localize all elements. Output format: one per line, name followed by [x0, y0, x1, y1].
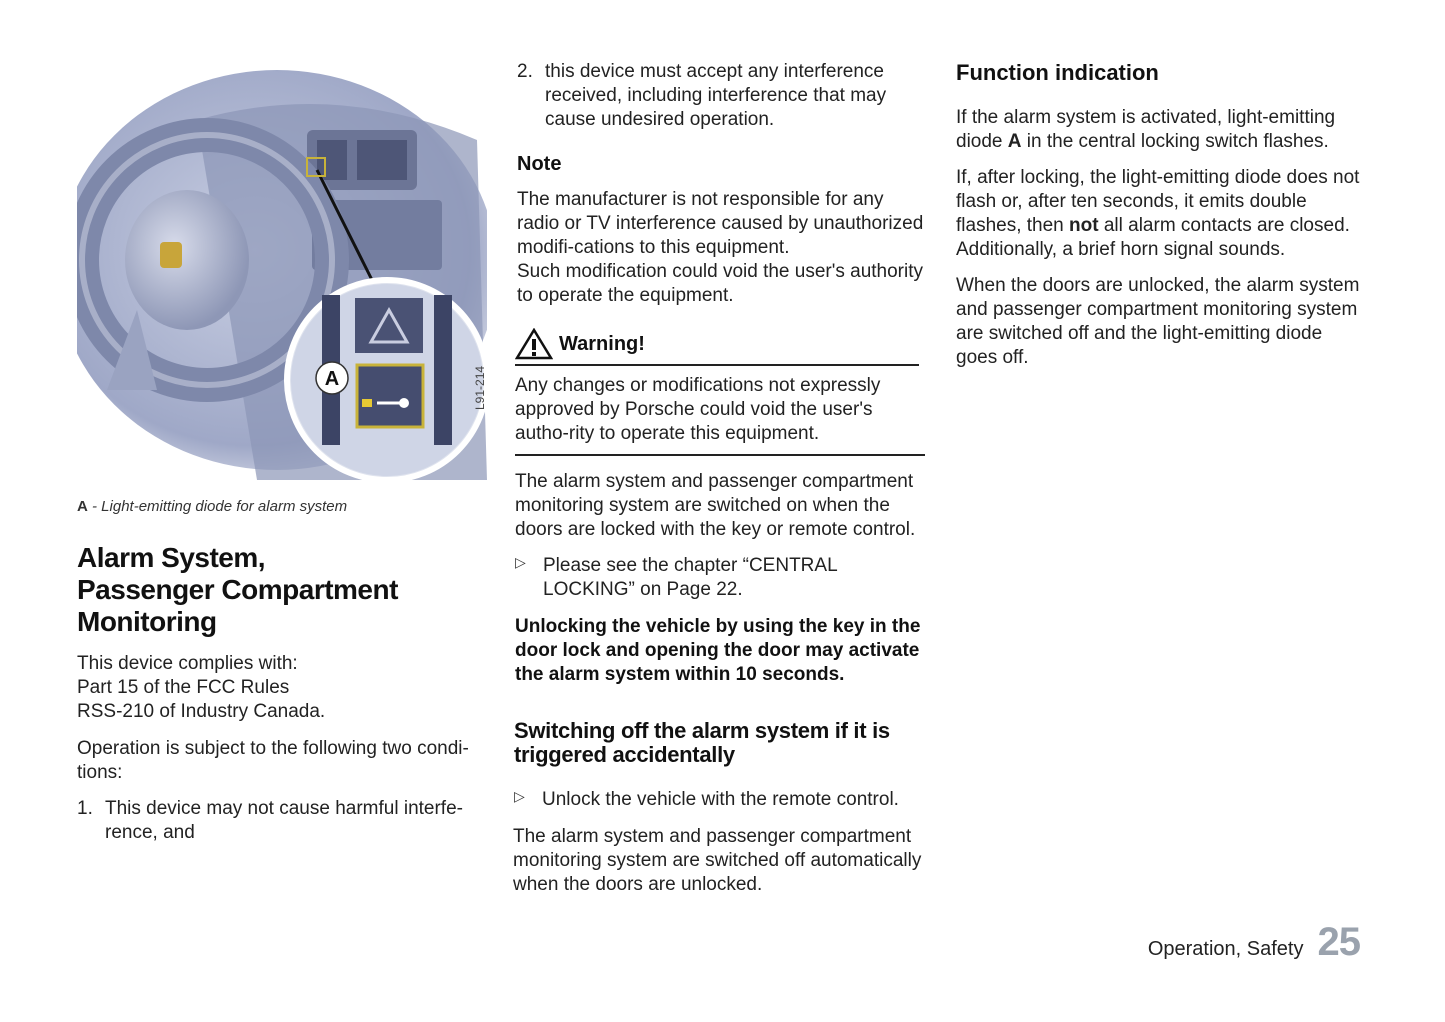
condition-2 [517, 60, 917, 132]
caption-label: A [77, 498, 88, 515]
switch-off-section [514, 719, 924, 767]
function-p1-bold: A [1007, 131, 1022, 152]
auto-off-text: The alarm system and passenger compartment monitoring system are switched off automatically when the doors are unlocked. [513, 826, 922, 895]
note-block [517, 152, 929, 308]
interior-illustration [77, 60, 487, 480]
title-line-1: Alarm System, [77, 542, 266, 573]
unlock-remote-bullet [514, 788, 924, 812]
figure-code: L91-214 [473, 365, 487, 410]
unlock-remote-text: Unlock the vehicle with the remote control. [542, 789, 899, 810]
complies-line-1: This device complies with: [77, 653, 298, 674]
callout-a-label: A [324, 368, 340, 390]
caption-text: - Light-emitting diode for alarm system [87, 498, 348, 515]
function-indication-heading: Function indication [956, 60, 1159, 85]
see-chapter-bullet [515, 554, 925, 602]
crest-icon [160, 242, 182, 268]
function-p2-c: all alarm contacts are closed. Additionally, a brief horn signal sounds. [956, 215, 1350, 260]
operation-paragraph [77, 737, 477, 785]
compliance-block [77, 652, 477, 724]
function-p2-a: If, after locking, the light-emitting diode does not flash or, after ten seconds, it emits double flashes, then [956, 167, 1360, 236]
condition-1-item [77, 797, 467, 845]
operation-text: Operation is subject to the following two condi-tions: [77, 738, 469, 783]
warning-header [515, 328, 919, 366]
note-text-1: The manufacturer is not responsible for any radio or TV interference caused by unauthorized modifi-cations to this equipment. [517, 189, 924, 258]
alarm-on-text: The alarm system and passenger compartment monitoring system are switched on when the doors are locked with the key or remote control. [515, 471, 916, 540]
warning-bottom-rule [515, 454, 925, 456]
condition-1 [77, 797, 467, 845]
function-p1-a: If the alarm system is activated, light-emitting diode [956, 107, 1336, 152]
unlock-warning-paragraph [515, 615, 927, 687]
title-line-3: Monitoring [77, 606, 217, 637]
condition-1-text: This device may not cause harmful interfe-rence, and [105, 798, 463, 843]
complies-line-3: RSS-210 of Industry Canada. [77, 701, 326, 722]
function-indication-section [956, 60, 1366, 370]
unlock-remote-item [514, 788, 924, 812]
unlock-warning-text: Unlocking the vehicle by using the key in the door lock and opening the door may activate the alarm system within 10 seconds. [515, 616, 921, 685]
note-text-2: Such modification could void the user's authority to operate the equipment. [517, 261, 924, 306]
warning-heading: Warning! [559, 332, 645, 355]
function-p1 [956, 106, 1366, 154]
dashboard-drawing [77, 60, 487, 480]
complies-line-2: Part 15 of the FCC Rules [77, 677, 290, 698]
alarm-on-paragraph [515, 470, 925, 542]
arrow-bullet-icon: ▷ [514, 788, 525, 804]
warning-block [515, 328, 927, 456]
function-p3: When the doors are unlocked, the alarm system and passenger compartment monitoring system are switched off and the light-emitting diode goes off. [956, 275, 1360, 368]
note-heading: Note [517, 153, 562, 175]
condition-1-number: 1. [77, 798, 93, 819]
warning-triangle-icon [515, 328, 553, 360]
footer-section: Operation, Safety [1147, 938, 1304, 960]
page-number: 25 [1317, 920, 1360, 964]
page-title [77, 542, 477, 638]
function-p1-c: in the central locking switch flashes. [1021, 131, 1329, 152]
page-footer [1148, 920, 1360, 965]
title-line-2: Passenger Compartment [77, 574, 398, 605]
condition-2-number: 2. [517, 61, 533, 82]
condition-2-text: this device must accept any interference received, including interference that may cause undesired operation. [545, 61, 887, 130]
see-chapter-text: Please see the chapter “CENTRAL LOCKING” on Page 22. [543, 555, 837, 600]
auto-off-paragraph [513, 825, 925, 897]
switch-off-heading: Switching off the alarm system if it is triggered accidentally [514, 718, 890, 767]
condition-2-item [517, 60, 917, 132]
see-chapter-item [515, 554, 925, 602]
function-p2-bold: not [1069, 215, 1099, 236]
function-p2 [956, 166, 1366, 262]
figure-caption [77, 498, 347, 515]
warning-text: Any changes or modifications not expressly approved by Porsche could void the user's autho-rity to operate this equipment. [515, 375, 881, 444]
arrow-bullet-icon: ▷ [515, 554, 526, 570]
